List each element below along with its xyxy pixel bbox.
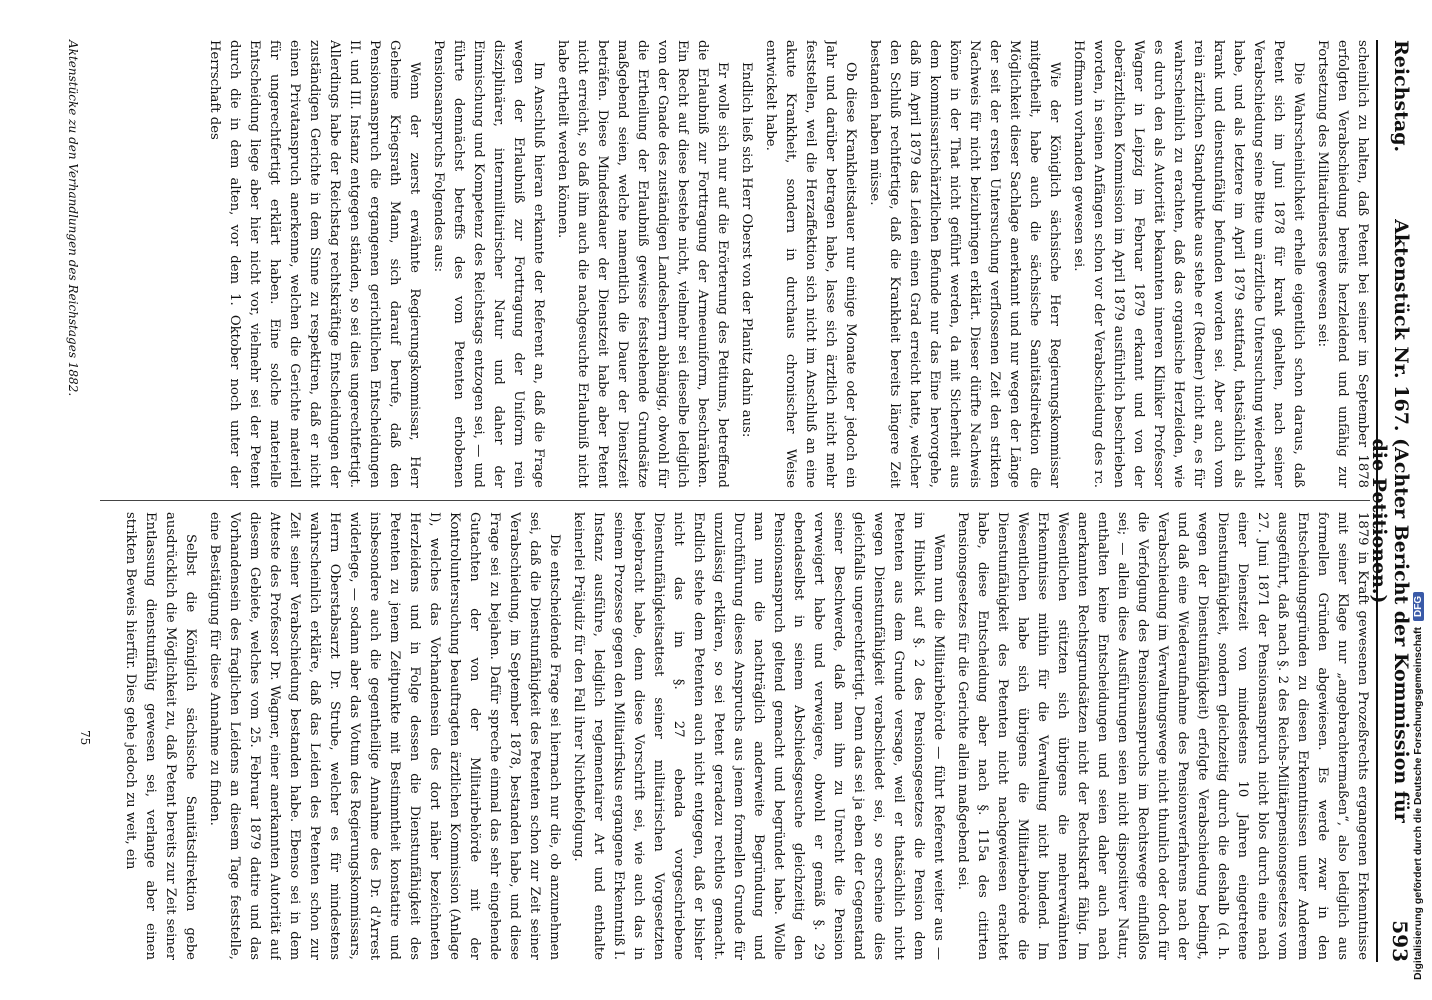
paragraph: Wie der Königlich sächsische Herr Regierungskommissar mitgetheilt, habe auch die sächsische Sanitätsdirektion die Möglichkeit dieser Sachlage anerkannt und nur wegen der Länge der seit der ersten Untersuchung verflossenen Zeit den strikten Nachweis für nicht beizubringen erklärt. Dieser dürfte Nachweis könne in der That nicht geführt werden, da mit Sicherheit aus dem kommissarischärztlichen Befunde nur das Eine hervorgehe, daß im April 1879 das Leiden einen Grad erreicht hatte, welcher den Schluß rechtfertige, daß die Krankheit bereits längere Zeit bestanden haben müsse. [867, 40, 1062, 488]
paragraph: 1879 in Kraft gewesenen Prozeßrechts ergangenen Erkenntnisse mit seiner Klage nur „angebrachtermaßen“, also lediglich aus formellen Gründen abgewiesen. Es werde zwar in den Entscheidungsgründen zu diesen Erkenntnissen unter Anderem ausgeführt, daß nach §. 2 des Reichs-Militärpensionsgesetzes vom 27. Juni 1871 der Pensionsanspruch nicht blos durch eine nach einer Dienstzeit von mindestens 10 Jahren eingetretene Dienstunfähigkeit, sondern gleichzeitig durch die deshalb (d. h. wegen der Dienstunfähigkeit) erfolgte Verabschiedung bedingt, und daß eine Wiederaufnahme des Pensionsverfahrens nach der Verabschiedung im Verwaltungswege nicht thunlich oder doch für die Verfolgung des Pensionsanspruchs im Rechtswege einflußlos sei; — allein diese Ausführungen seien nicht dispositiver Natur, enthalten keine Entscheidungen und seien daher auch nach anerkannten Rechtsgrundsätzen nicht der Rechtskraft fähig. Im Wesentlichen stützten sich übrigens die mehrerwähnten Erkenntnisse mithin für die Verwaltung nicht bindend. Im Wesentlichen habe sich übrigens die Militairbehörde die Dienstunfähigkeit des Petenten nicht nachgewiesen erachtet habe, diese Entscheidung aber nach §. 115a des citirten Pensionsgesetzes für die Gerichte allein maßgebend sei. [955, 512, 1370, 960]
digitization-credit [1412, 280, 1424, 980]
paragraph: scheinlich zu halten, daß Petent bei seiner im September 1878 erfolgten Verabschiedung bereits herzleidend und unfähig zur Fortsetzung des Militairdienstes gewesen sei: [1315, 40, 1370, 488]
paragraph: Die entscheidende Frage sei hiernach nur die, ob anzunehmen sei, daß die Dienstunfähigkeit des Petenten schon zur Zeit seiner Verabschiedung, im September 1878, bestanden habe, und diese Frage sei zu bejahen. Dafür spreche einmal das sehr eingehende Gutachten der von der Militairbehörde mit der Kontroluntersuchung beauftragten ärztlichen Kommission (Anlage I), welches das Vorhandensein des dort näher bezeichneten Herzleidens und in Folge dessen die Dienstunfähigkeit des Petenten zu jenem Zeitpunkte mit Bestimmtheit konstatire und insbesondere auch die gegentheilige Annahme des Dr. d'Arrest widerlege, — sodann aber das Votum des Regierungskommissars, Herrn Oberstabsarzt Dr. Strube, welcher es für mindestens wahrscheinlich erkläre, daß das Leiden des Petenten schon zur Zeit seiner Verabschiedung bestanden habe. Ebenso sei in dem Atteste des Professor Dr. Wagner, einer anerkannten Autorität auf diesem Gebiete, welches vom 25. Februar 1879 datire und das Vorhandensein des fraglichen Leidens an diesem Tage feststelle, eine Bestätigung für diese Annahme zu finden. [207, 512, 562, 960]
paragraph: Wenn der zuerst erwähnte Regierungskommissar, Herr Geheime Kriegsrath Mann, sich darauf berufe, daß den Pensionsanspruch die ergangenen gerichtlichen Entscheidungen II. und III. Instanz entgegen ständen, so sei dies ungerechtfertigt. Allerdings habe der Reichstag rechtskräftige Entscheidungen der zuständigen Gerichte in dem Sinne zu respektiren, daß er nicht einen Privatanspruch anerkenne, welchen die Gerichte materiell für ungerechtfertigt erklärt haben. Eine solche materielle Entscheidung liege aber hier nicht vor, vielmehr sei der Petent durch die in dem alten, vor dem 1. Oktober noch unter der Herrschaft des [207, 40, 422, 488]
paragraph: Wenn nun die Militairbehörde — führt Referent weiter aus — im Hinblick auf §. 2 des Pensionsgesetzes die Pension dem Petenten aus dem Grunde versage, weil er thatsächlich nicht wegen Dienstunfähigkeit verabschiedet sei, so erscheine dies gleichfalls ungerechtfertigt. Denn das sei ja eben der Gegenstand seiner Beschwerde, daß man ihm zu Unrecht die Pension verweigert habe und verweigere, obwohl er gemäß §. 29 ebendaselbst in seinem Abschiedsgesuche gleichzeitig den Pensionsanspruch geltend gemacht und begründet habe. Wolle man nun die nachträglich anderweite Begründung und Durchführung dieses Anspruchs aus jenem formellen Grunde für unzulässig erklären, so sei Petent geradezu rechtlos gemacht. Endlich stehe dem Petenten auch nicht entgegen, daß er bisher nicht das im §. 27 ebenda vorgeschriebene Dienstunfähigkeitsattest seiner militairischen Vorgesetzten beigebracht habe, denn diese Vorschrift sei, wie auch das in seinem Prozesse gegen den Militairfiskus ergangene Erkenntniß I. Instanz ausführe, lediglich reglementairer Art und enthalte keinerlei Präjudiz für den Fall ihrer Nichtbefolgung. [571, 512, 946, 960]
header-title: Aktenstück Nr. 167. (Achter Bericht der Kommission für die Petitionen.) [1368, 219, 1412, 823]
paragraph: Selbst die Königlich sächsische Sanitätsdirektion gebe ausdrücklich die Möglichkeit zu, daß Petent bereits zur Zeit seiner Entlassung dienstunfähig gewesen sei, verlange aber einen strikten Beweis hierfür. Dies gehe jedoch zu weit, ein [123, 512, 198, 960]
paragraph: Endlich ließ sich Herr Oberst von der Planitz dahin aus: [739, 62, 754, 438]
left-column [102, 40, 1372, 488]
paragraph: Ob diese Krankheitsdauer nur einige Monate oder jedoch ein Jahr und darüber betragen habe, lasse sich ärztlich nicht mehr feststellen, weil die Herzaffektion sich nicht im Anschluß an eine akute Krankheit, sondern in durchaus chronischer Weise entwickelt habe. [763, 40, 858, 488]
paragraph: Er wolle sich nur auf die Erörterung des Petitums, betreffend die Erlaubniß zur Forttragung der Armeeuniform, beschränken. Ein Recht auf diese bestehe nicht, vielmehr sei dieselbe lediglich von der Gnade des zuständigen Landesherrn abhängig, obwohl für die Ertheilung der Erlaubniß gewisse feststehende Grundsätze maßgebend seien, welche namentlich die Dauer der Dienstzeit beträfen. Diese Mindestdauer der Dienstzeit habe aber Petent nicht erreicht, so daß ihm auch die nachgesuchte Erlaubniß nicht habe ertheilt werden können. [555, 40, 730, 488]
signature-number: 75 [78, 730, 92, 746]
credit-text: Digitalisierung gefördert durch die Deutsche Forschungsgemeinschaft [1412, 627, 1424, 980]
dfg-logo: DFG [1413, 592, 1424, 621]
right-column [102, 512, 1372, 960]
header-page-number: 593 [1388, 920, 1412, 962]
paragraph: Im Anschluß hieran erkannte der Referent an, daß die Frage wegen der Erlaubniß zur Forttragung der Uniform rein disziplinärer, internmilitairischer Natur und daher der Einmischung und Kompetenz des Reichstags entzogen sei, — und führte demnächst betreffs des vom Petenten erhobenen Pensionsanspruchs Folgendes aus: [431, 40, 546, 488]
page-footer: Aktenstücke zu den Verhandlungen des Reichstages 1882. [66, 40, 80, 397]
header-left: Reichstag. [1390, 40, 1412, 153]
paragraph: Die Wahrscheinlichkeit erhelle eigentlich schon daraus, daß Petent sich im Juni 1878 für krank gehalten, nach seiner Verabschiedung seine Bitte um ärztliche Untersuchung wiederholt habe, und als letztere im April 1879 stattfand, thatsächlich als krank und dienstunfähig befunden worden sei. Aber auch vom rein ärztlichen Standpunkte aus stehe er (Redner) nicht an, es für wahrscheinlich zu erachten, daß das organische Herzleiden, wie es durch den als Autorität bekannten inneren Kliniker Professor Wagner in Leipzig im Februar 1879 erkannt und von der oberärztlichen Kommission im April 1879 ausführlich beschrieben worden, in seinen Anfängen schon vor der Verabschiedung des rc. Hoffmann vorhanden gewesen sei. [1071, 40, 1306, 488]
column-divider [100, 500, 1370, 501]
